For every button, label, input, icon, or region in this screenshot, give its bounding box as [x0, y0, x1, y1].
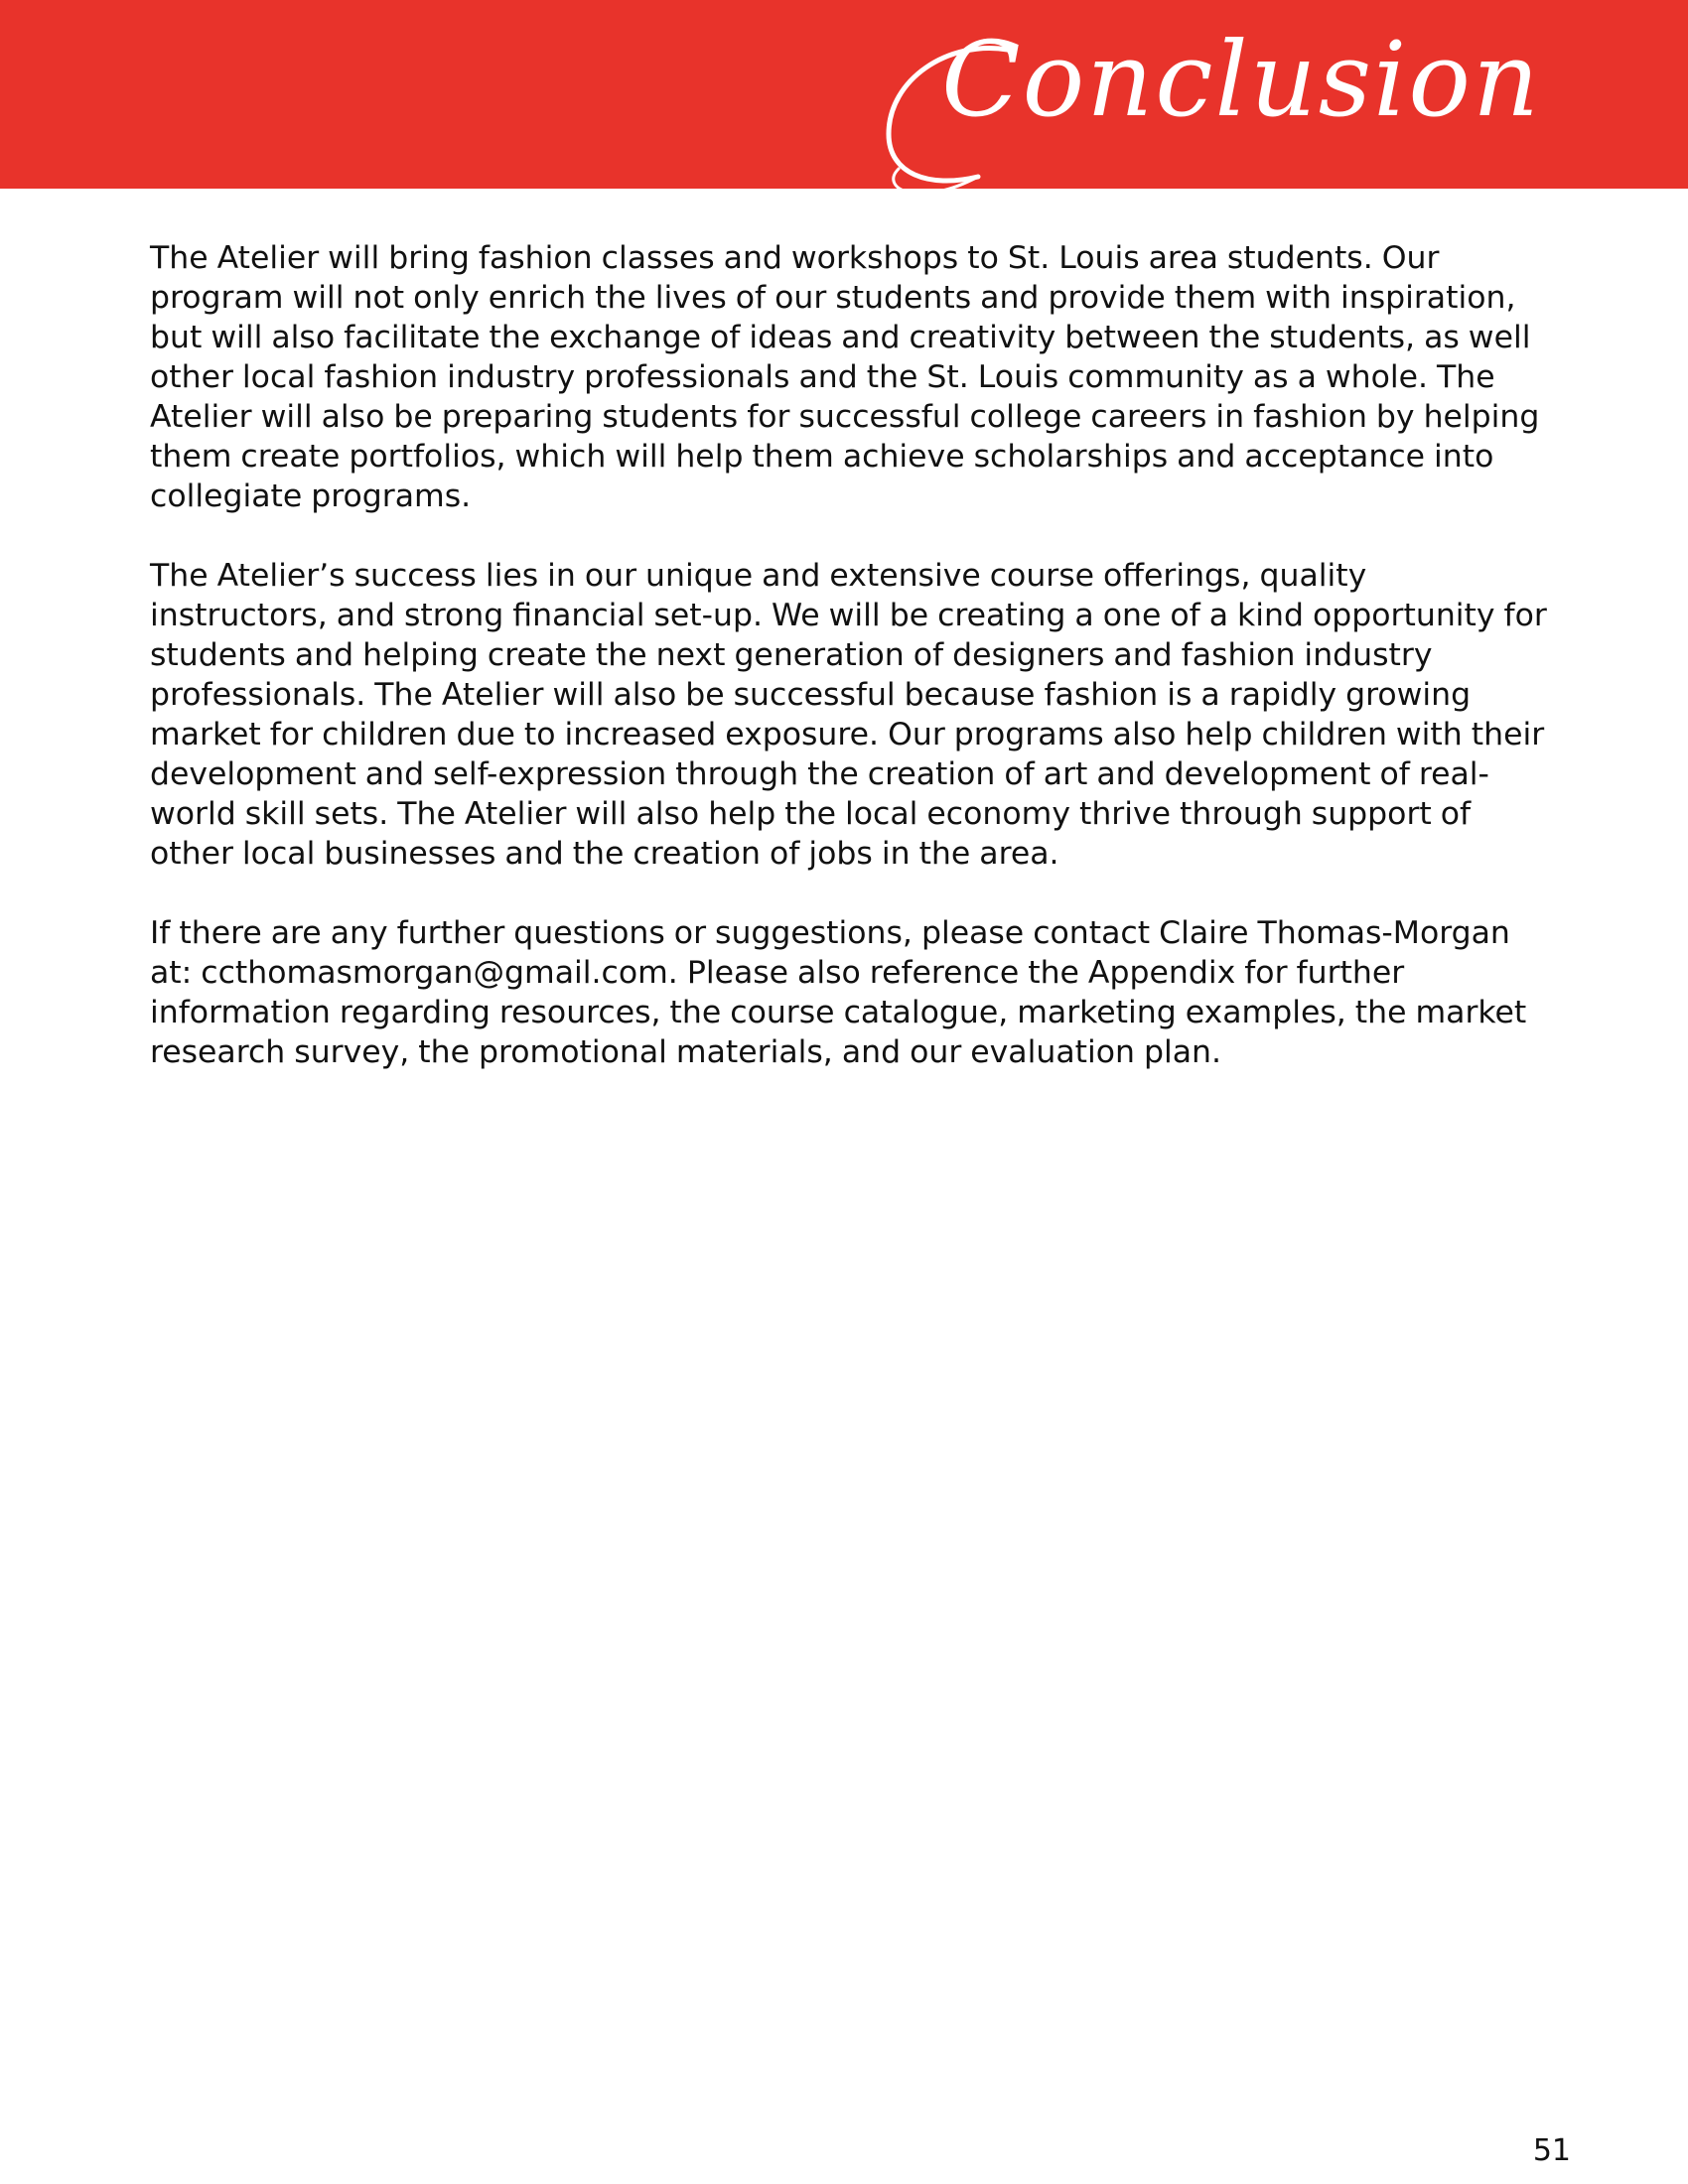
paragraph-program-overview: The Atelier will bring fashion classes and workshops to St. Louis area students. Our program will not only enrich the lives of our students and provide them with inspiration, but will also facilitate the exchange of ideas and creativity between the students, as well other local fashion industry professionals and the St. Louis community as a whole. The Atelier will also be preparing students for successful college careers in fashion by helping them create portfolios, which will help them achieve scholarships and acceptance into collegiate programs.	[150, 240, 1540, 514]
page-title: Conclusion	[941, 19, 1541, 140]
paragraph-success-factors: The Atelier’s success lies in our unique and extensive course offerings, quality instructors, and strong financial set-up. We will be creating a one of a kind opportunity for students and helping create the next generation of designers and fashion industry professionals. The Atelier will also be successful because fashion is a rapidly growing market for children due to increased exposure. Our programs also help children with their development and self-expression through the creation of art and development of real-world skill sets. The Atelier will also help the local economy thrive through support of other local businesses and the creation of jobs in the area.	[150, 558, 1547, 872]
paragraph-contact-info: If there are any further questions or suggestions, please contact Claire Thomas-Morgan at: ccthomasmorgan@gmail.com. Please also reference the Appendix for further information regarding resources, the course catalogue, marketing examples, the market research survey, the promotional materials, and our evaluation plan.	[150, 915, 1527, 1070]
header-band	[0, 0, 1688, 189]
page-number: 51	[1532, 2133, 1571, 2168]
body-text	[150, 238, 1550, 1112]
